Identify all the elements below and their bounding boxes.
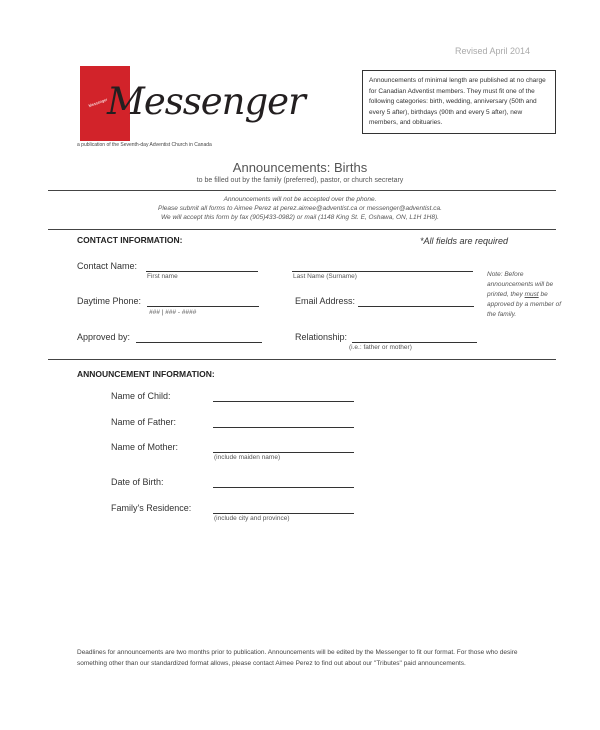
residence-field[interactable] — [213, 513, 354, 514]
divider-contact — [48, 229, 556, 230]
contact-heading: CONTACT INFORMATION: — [77, 235, 183, 245]
first-name-hint: First name — [147, 273, 178, 280]
father-name-field[interactable] — [213, 427, 354, 428]
footer-deadlines: Deadlines for announcements are two months prior to publication. Announcements will be edited by the Messenger to fit our format. For those who desire something other than our standardized format allows, please contact Aimee Perez to find out about our "Tributes" paid announcements. — [77, 649, 518, 667]
required-note: *All fields are required — [420, 236, 509, 246]
approved-by-label: Approved by: — [77, 332, 131, 342]
logo-small-text: Messenger — [87, 96, 109, 109]
divider-top — [48, 190, 556, 191]
publication-tagline: a publication of the Seventh-day Adventist Church in Canada — [77, 142, 212, 148]
child-name-label: Name of Child: — [111, 391, 171, 401]
residence-hint: (include city and province) — [214, 515, 290, 522]
relationship-hint: (i.e.: father or mother) — [349, 344, 412, 351]
announcement-heading: ANNOUNCEMENT INFORMATION: — [77, 369, 215, 379]
date-of-birth-label: Date of Birth: — [111, 477, 164, 487]
messenger-logo — [80, 66, 305, 141]
submission-note-1: Announcements will not be accepted over the phone. — [223, 196, 377, 203]
contact-name-label: Contact Name: — [77, 261, 138, 271]
mother-name-hint: (include maiden name) — [214, 454, 281, 461]
father-name-label: Name of Father: — [111, 417, 177, 427]
form-subtitle: to be filled out by the family (preferred), pastor, or church secretary — [196, 177, 404, 184]
phone-format-hint: ### | ### - #### — [149, 309, 197, 316]
approval-note-emphasis: must — [524, 291, 539, 298]
last-name-hint: Last Name (Surname) — [293, 273, 357, 280]
residence-label: Family's Residence: — [111, 503, 192, 513]
submission-note-2: Please submit all forms to Aimee Perez at perez.aimee@adventist.ca or messenger@adventist.ca. — [158, 205, 442, 212]
email-label: Email Address: — [295, 296, 356, 306]
relationship-field[interactable] — [352, 342, 477, 343]
last-name-field[interactable] — [292, 271, 473, 272]
submission-note-3: We will accept this form by fax (905)433-0982) or mail (1148 King St. E, Oshawa, ON, L1H 1H8). — [161, 214, 439, 221]
approval-note-text-1: Note: Before announcements will be printed, they — [487, 271, 554, 298]
date-of-birth-field[interactable] — [213, 487, 354, 488]
approval-note — [487, 270, 562, 320]
daytime-phone-field[interactable] — [147, 306, 259, 307]
eligibility-notice: Announcements of minimal length are published at no charge for Canadian Adventist members. They must fit one of the following categories: birth, wedding, anniversary (50th and every 5 after), birthdays (90th and every 5 after), new members, and obituaries. — [362, 70, 556, 134]
daytime-phone-label: Daytime Phone: — [77, 296, 142, 306]
child-name-field[interactable] — [213, 401, 354, 402]
approval-note-text-2: be approved by a member of the family. — [487, 291, 562, 318]
logo-wordmark: Messenger — [107, 80, 305, 123]
divider-announcement — [48, 359, 556, 360]
first-name-field[interactable] — [146, 271, 258, 272]
mother-name-field[interactable] — [213, 452, 354, 453]
approved-by-field[interactable] — [136, 342, 262, 343]
revised-date: Revised April 2014 — [455, 46, 531, 56]
email-field[interactable] — [358, 306, 474, 307]
mother-name-label: Name of Mother: — [111, 442, 179, 452]
form-title: Announcements: Births — [232, 160, 368, 175]
relationship-label: Relationship: — [295, 332, 348, 342]
